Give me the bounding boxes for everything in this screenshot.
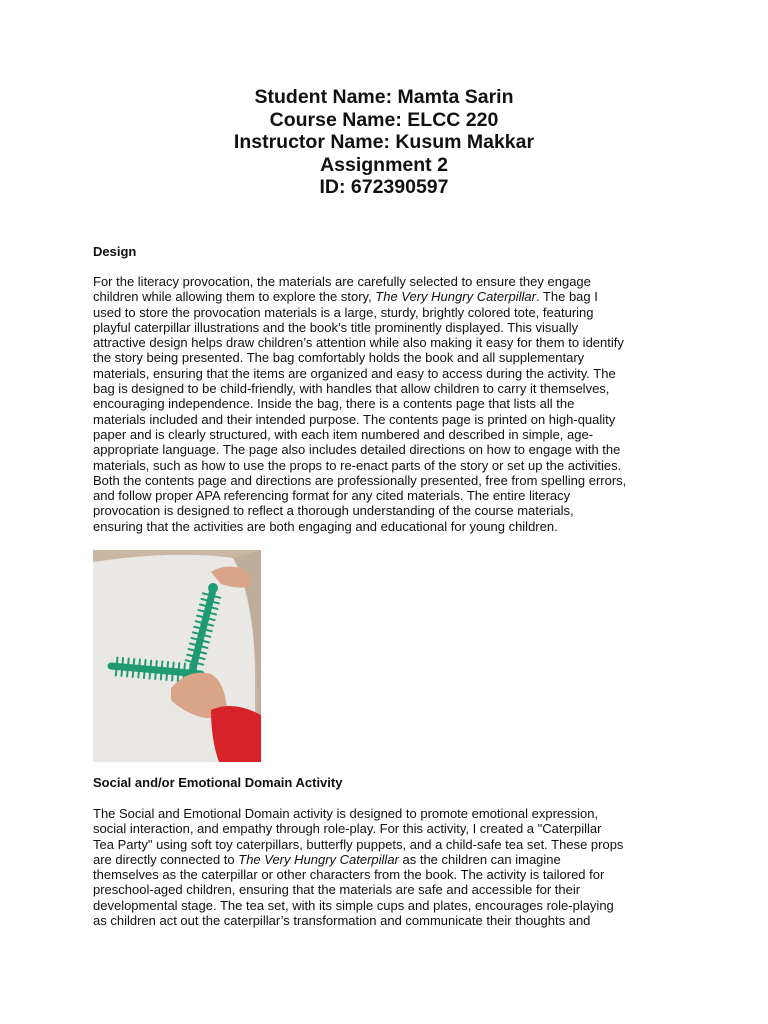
line-text: Both the contents page and directions are professionally presented, free from spelling errors, — [93, 472, 627, 488]
paragraph-line — [93, 488, 678, 503]
paragraph-line — [93, 366, 678, 381]
paragraph-line — [93, 320, 678, 335]
line-text: materials, ensuring that the items are organized and easy to access during the activity. The — [93, 365, 616, 381]
line-text: as children act out the caterpillar’s transformation and communicate their thoughts and — [93, 913, 591, 929]
line-text: bag is designed to be child-friendly, with handles that allow children to carry it themselves, — [93, 381, 610, 397]
paragraph-line — [93, 289, 678, 304]
paragraph-line — [93, 913, 678, 928]
paragraph-line — [93, 305, 678, 320]
paragraph-line — [93, 350, 678, 365]
paragraph-line — [93, 882, 678, 897]
course-name: Course Name: ELCC 220 — [269, 108, 499, 131]
paragraph-line — [93, 427, 678, 442]
design-paragraph — [93, 274, 678, 534]
paragraph-line — [93, 852, 678, 867]
line-text: are directly connected to — [93, 851, 239, 867]
social-emotional-paragraph — [93, 806, 678, 928]
title-block — [0, 86, 768, 199]
paragraph-line — [93, 503, 678, 518]
line-text: materials included and their intended purpose. The contents page is printed on high-quality — [93, 411, 616, 427]
paragraph-line — [93, 274, 678, 289]
paragraph-line — [93, 381, 678, 396]
line-text: materials, such as how to use the props to re-enact parts of the story or set up the activities. — [93, 457, 622, 473]
paragraph-line — [93, 837, 678, 852]
paragraph-line — [93, 898, 678, 913]
line-text: attractive design helps draw children’s attention while also making it easy for them to identify — [93, 335, 624, 351]
social-emotional-heading: Social and/or Emotional Domain Activity — [93, 775, 343, 790]
line-text: ensuring that the activities are both engaging and educational for young children. — [93, 518, 558, 534]
assignment-number: Assignment 2 — [320, 153, 448, 176]
paragraph-line — [93, 442, 678, 457]
line-text: social interaction, and empathy through role-play. For this activity, I created a "Caterpillar — [93, 821, 602, 837]
book-title: The Very Hungry Caterpillar — [238, 851, 399, 867]
paragraph-line — [93, 519, 678, 534]
line-text: . The bag I — [535, 289, 598, 305]
red-sleeve — [211, 706, 261, 762]
line-text: paper and is clearly structured, with each item numbered and described in simple, age- — [93, 426, 594, 442]
paragraph-line — [93, 458, 678, 473]
line-text: Tea Party" using soft toy caterpillars, butterfly puppets, and a child-safe tea set. These props — [93, 836, 624, 852]
line-text: provocation is designed to reflect a thorough understanding of the course materials, — [93, 503, 574, 519]
caterpillar-head — [208, 583, 218, 593]
line-text: encouraging independence. Inside the bag, there is a contents page that lists all the — [93, 396, 575, 412]
photo-illustration — [93, 550, 261, 762]
line-text: preschool-aged children, ensuring that the materials are safe and accessible for their — [93, 882, 581, 898]
design-heading: Design — [93, 244, 137, 259]
line-text: For the literacy provocation, the materials are carefully selected to ensure they engage — [93, 274, 591, 289]
line-text: the story being presented. The bag comfortably holds the book and all supplementary — [93, 350, 585, 366]
line-text: themselves as the caterpillar or other characters from the book. The activity is tailored for — [93, 867, 605, 883]
line-text: developmental stage. The tea set, with its simple cups and plates, encourages role-playing — [93, 897, 614, 913]
student-name: Student Name: Mamta Sarin — [254, 86, 514, 108]
line-text: The Social and Emotional Domain activity is designed to promote emotional expression, — [93, 806, 599, 821]
paragraph-line — [93, 396, 678, 411]
line-text: playful caterpillar illustrations and the book’s title prominently displayed. This visually — [93, 319, 579, 335]
instructor-name: Instructor Name: Kusum Makkar — [233, 131, 535, 153]
line-text: and follow proper APA referencing format for any cited materials. The entire literacy — [93, 488, 571, 504]
paragraph-line — [93, 335, 678, 350]
book-title: The Very Hungry Caterpillar — [375, 289, 536, 305]
paragraph-line — [93, 806, 678, 821]
paragraph-line — [93, 412, 678, 427]
caterpillar-activity-photo — [93, 550, 261, 762]
line-text: as the children can imagine — [398, 851, 561, 867]
line-text: children while allowing them to explore the story, — [93, 289, 376, 305]
line-text: used to store the provocation materials is a large, sturdy, brightly colored tote, featuring — [93, 304, 594, 320]
paragraph-line — [93, 473, 678, 488]
paragraph-line — [93, 867, 678, 882]
line-text: appropriate language. The page also includes detailed directions on how to engage with the — [93, 442, 621, 458]
student-id: ID: 672390597 — [319, 176, 449, 198]
paragraph-line — [93, 821, 678, 836]
